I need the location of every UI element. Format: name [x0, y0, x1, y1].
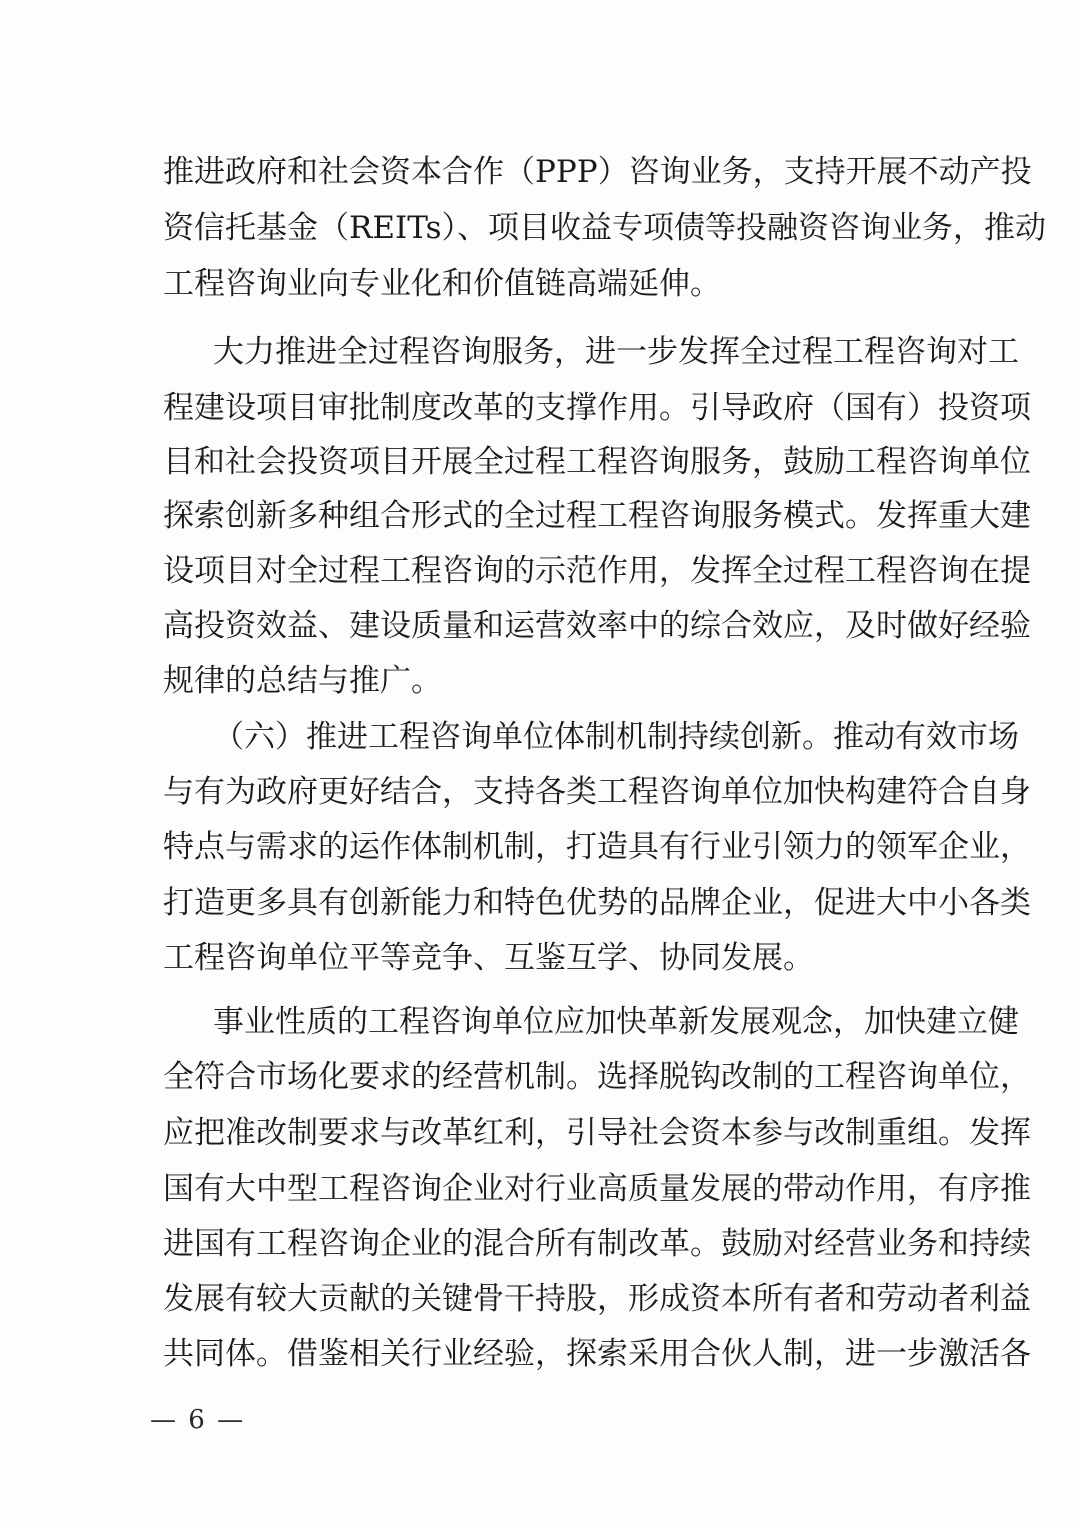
text-line: 共同体。借鉴相关行业经验，探索采用合伙人制，进一步激活各	[163, 1336, 1031, 1372]
text-line: 资信托基金（REITs）、项目收益专项债等投融资咨询业务，推动	[163, 210, 1047, 246]
text-line: 全符合市场化要求的经营机制。选择脱钩改制的工程咨询单位，	[163, 1059, 1031, 1095]
text-line: 程建设项目审批制度改革的支撑作用。引导政府（国有）投资项	[163, 390, 1031, 426]
text-line: 打造更多具有创新能力和特色优势的品牌企业，促进大中小各类	[163, 885, 1031, 921]
page-number: — 6 —	[150, 1405, 246, 1435]
text-line: 探索创新多种组合形式的全过程工程咨询服务模式。发挥重大建	[163, 498, 1031, 534]
text-line: 应把准改制要求与改革红利，引导社会资本参与改制重组。发挥	[163, 1115, 1031, 1151]
text-line: 规律的总结与推广。	[163, 663, 442, 699]
text-line: 设项目对全过程工程咨询的示范作用，发挥全过程工程咨询在提	[163, 553, 1031, 589]
text-line: 进国有工程咨询企业的混合所有制改革。鼓励对经营业务和持续	[163, 1226, 1031, 1262]
text-line: 高投资效益、建设质量和运营效率中的综合效应，及时做好经验	[163, 608, 1031, 644]
text-line: 工程咨询业向专业化和价值链高端延伸。	[163, 266, 721, 302]
text-line: 与有为政府更好结合，支持各类工程咨询单位加快构建符合自身	[163, 774, 1031, 810]
text-line: 特点与需求的运作体制机制，打造具有行业引领力的领军企业，	[163, 829, 1031, 865]
paragraph-first-line: （六）推进工程咨询单位体制机制持续创新。推动有效市场	[213, 719, 1019, 755]
paragraph-first-line: 大力推进全过程咨询服务，进一步发挥全过程工程咨询对工	[213, 334, 1019, 370]
text-line: 目和社会投资项目开展全过程工程咨询服务，鼓励工程咨询单位	[163, 444, 1031, 480]
text-line: 国有大中型工程咨询企业对行业高质量发展的带动作用，有序推	[163, 1171, 1031, 1207]
text-line: 推进政府和社会资本合作（PPP）咨询业务，支持开展不动产投	[163, 154, 1032, 190]
text-line: 工程咨询单位平等竞争、互鉴互学、协同发展。	[163, 940, 814, 976]
text-line: 发展有较大贡献的关键骨干持股，形成资本所有者和劳动者利益	[163, 1281, 1031, 1317]
paragraph-first-line: 事业性质的工程咨询单位应加快革新发展观念，加快建立健	[213, 1004, 1019, 1040]
